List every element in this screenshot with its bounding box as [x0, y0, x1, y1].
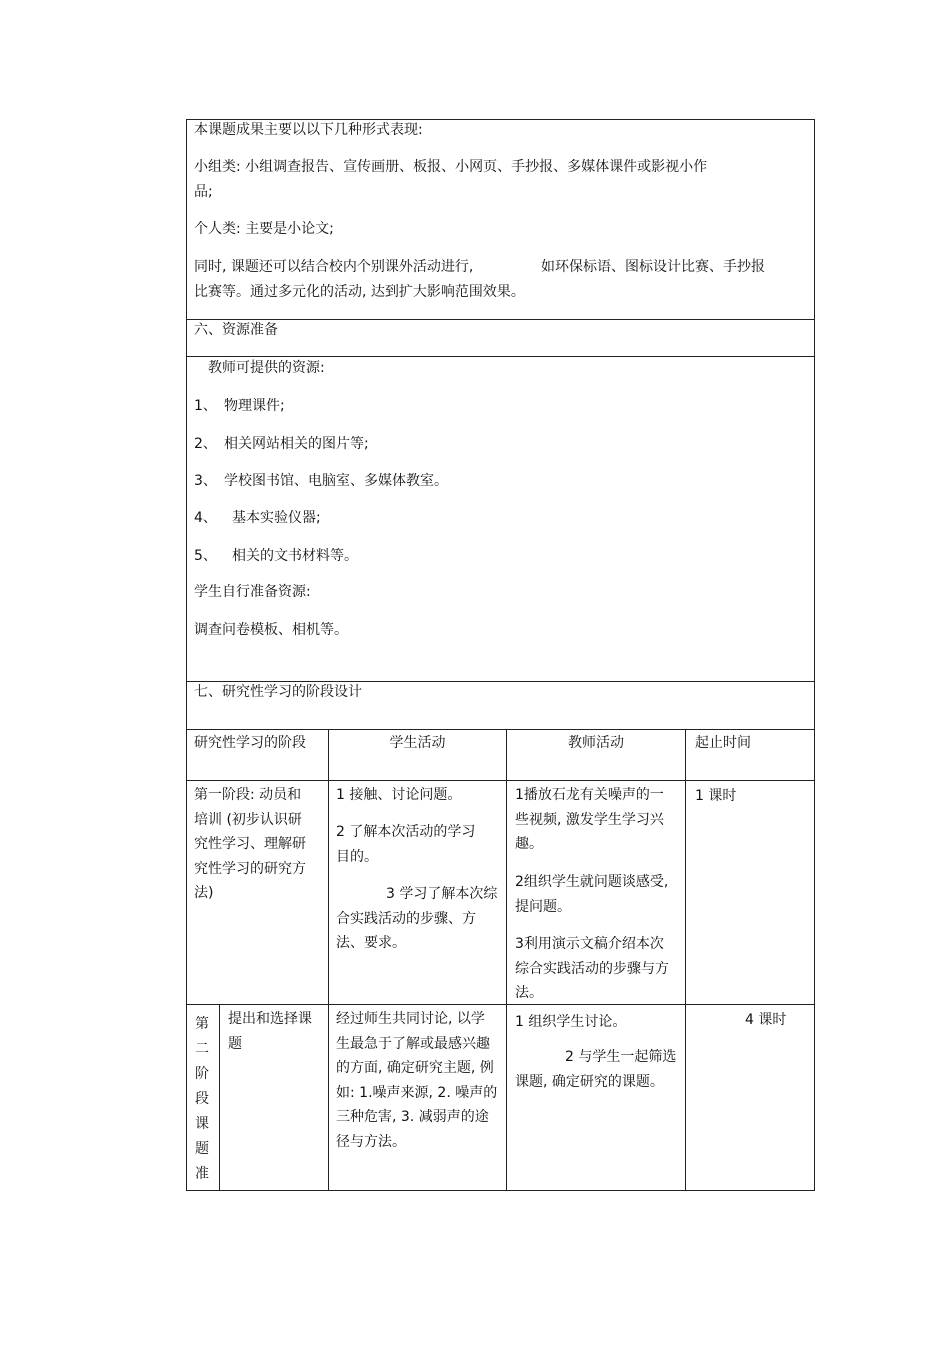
- outcomes-group-line1: 小组类: 小组调查报告、宣传画册、板报、小网页、手抄报、多媒体课件或影视小作: [194, 159, 708, 175]
- outcomes-individual: 个人类: 主要是小论文;: [194, 221, 334, 237]
- resource-item-2-num: 2、: [194, 436, 217, 452]
- resource-item-1-text: 物理课件;: [224, 398, 285, 414]
- table-divider-row1: [186, 1004, 815, 1005]
- section6-heading: 六、资源准备: [194, 322, 278, 338]
- row1-teacher-1: 1播放石龙有关噪声的一些视频, 激发学生学习兴趣。: [515, 787, 664, 852]
- row1-teacher-2: 2组织学生就问题谈感受, 提问题。: [515, 874, 669, 915]
- table-divider-stage-sub: [219, 1004, 220, 1191]
- outcomes-group-line2: 品;: [194, 184, 213, 200]
- row2-student: 经过师生共同讨论, 以学生最急于了解或最感兴趣的方面, 确定研究主题, 例如: 1.噪声来源, 2. 噪声的三种危害, 3. 减弱声的途径与方法。: [336, 1011, 498, 1150]
- header-stage: 研究性学习的阶段: [194, 735, 306, 751]
- section6-heading-box: [186, 319, 815, 357]
- table-divider-header: [186, 780, 815, 781]
- table-divider-col3: [685, 729, 686, 1191]
- row1-time: 1 课时: [695, 788, 737, 804]
- outcomes-extra-line1a: 同时, 课题还可以结合校内个别课外活动进行,: [194, 259, 474, 275]
- student-resources-items: 调查问卷模板、相机等。: [194, 622, 348, 638]
- row2-teacher-2: 2 与学生一起筛选课题, 确定研究的课题。: [515, 1049, 677, 1090]
- table-divider-col1: [328, 729, 329, 1191]
- row1-student-2: 2 了解本次活动的学习目的。: [336, 824, 476, 865]
- resource-item-4-text: 基本实验仪器;: [232, 510, 321, 526]
- header-student-activity: 学生活动: [389, 735, 446, 751]
- outcomes-extra-line1b: 如环保标语、图标设计比赛、手抄报: [541, 259, 765, 275]
- resource-item-3-num: 3、: [194, 473, 217, 489]
- resource-item-2-text: 相关网站相关的图片等;: [224, 436, 369, 452]
- row2-time: 4 课时: [745, 1012, 787, 1028]
- outcomes-extra-line2: 比赛等。通过多元化的活动, 达到扩大影响范围效果。: [194, 284, 525, 300]
- teacher-resources-label: 教师可提供的资源:: [208, 360, 325, 376]
- header-teacher-activity: 教师活动: [568, 735, 624, 751]
- row1-student-1: 1 接触、讨论问题。: [336, 787, 462, 803]
- resource-item-5-text: 相关的文书材料等。: [232, 548, 358, 564]
- resource-item-4-num: 4、: [194, 510, 217, 526]
- resource-item-1-num: 1、: [194, 398, 217, 414]
- resource-item-3-text: 学校图书馆、电脑室、多媒体教室。: [224, 473, 448, 489]
- table-divider-col2: [506, 729, 507, 1191]
- row2-teacher-1: 1 组织学生讨论。: [515, 1014, 627, 1030]
- row2-substage: 提出和选择课题: [228, 1011, 312, 1052]
- outcomes-intro: 本课题成果主要以以下几种形式表现:: [194, 122, 423, 138]
- row1-student-3: 3 学习了解本次综合实践活动的步骤、方法、要求。: [336, 886, 498, 951]
- student-resources-label: 学生自行准备资源:: [194, 584, 311, 600]
- resource-item-5-num: 5、: [194, 548, 217, 564]
- row1-stage: 第一阶段: 动员和培训 (初步认识研究性学习、理解研究性学习的研究方法): [194, 787, 306, 901]
- header-time: 起止时间: [695, 735, 751, 751]
- section7-heading: 七、研究性学习的阶段设计: [194, 684, 362, 700]
- row1-teacher-3: 3利用演示文稿介绍本次综合实践活动的步骤与方法。: [515, 936, 669, 1001]
- row2-stage-vertical: 第二阶段课题准: [195, 1016, 209, 1182]
